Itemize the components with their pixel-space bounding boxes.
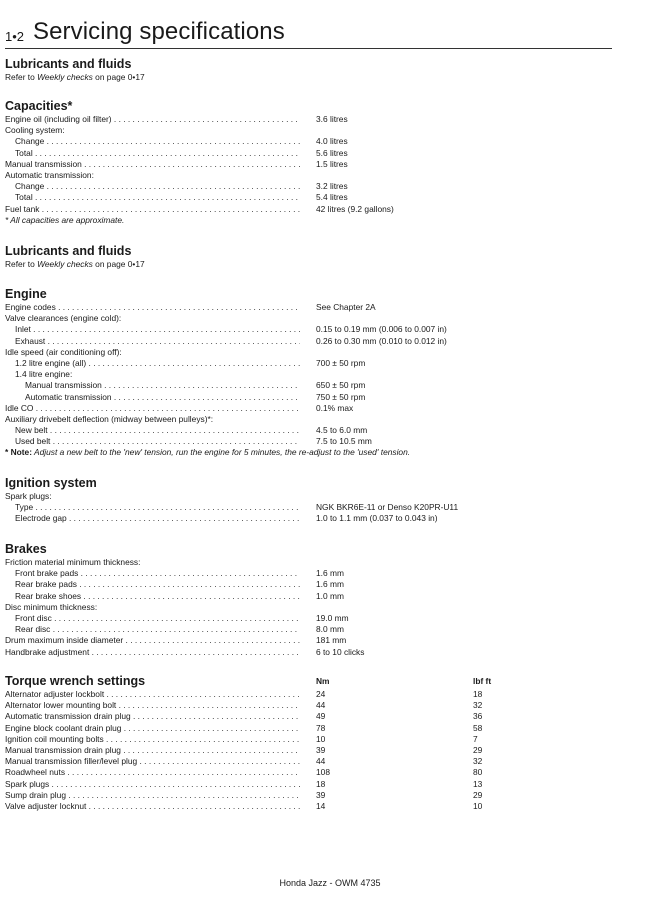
spec-row: New belt . . . 4.5 to 6.0 mm <box>5 425 605 436</box>
page-footer: Honda Jazz - OWM 4735 <box>279 878 381 888</box>
spec-row: Front brake pads . . . 1.6 mm <box>5 568 605 579</box>
section-title: Ignition system <box>5 476 97 490</box>
spec-row: Disc minimum thickness: <box>5 601 98 612</box>
torque-row: Alternator lower mounting bolt . . . 44 32 <box>5 700 605 711</box>
spec-row: Used belt . . . 7.5 to 10.5 mm <box>5 436 605 447</box>
spec-row: Rear brake pads . . . 1.6 mm <box>5 579 605 590</box>
spec-row: Friction material minimum thickness: <box>5 557 141 567</box>
spec-row: Valve clearances (engine cold): <box>5 313 122 324</box>
spec-row: Auxiliary drivebelt deflection (midway between pulleys)*: <box>5 413 214 424</box>
spec-row: Electrode gap . . . 1.0 to 1.1 mm (0.037 to 0.043 in) <box>5 513 605 524</box>
section-ignition <box>5 475 605 525</box>
column-header-lbf-ft: lbf ft <box>473 676 492 686</box>
section-title: Brakes <box>5 542 47 556</box>
spec-row: 1.4 litre engine: <box>15 369 73 380</box>
spec-row: Idle speed (air conditioning off): <box>5 346 122 357</box>
torque-row: Automatic transmission drain plug . . . 49 36 <box>5 711 605 722</box>
section-lubricants-2 <box>5 243 605 270</box>
spec-row: Spark plugs: <box>5 491 52 501</box>
engine-belt-note: * Note: Adjust a new belt to the 'new' tension, run the engine for 5 minutes, the re-adjust to the 'used' tension. <box>5 447 411 458</box>
spec-row: Change . . . 4.0 litres <box>5 136 605 147</box>
torque-row: Manual transmission filler/level plug . . . 44 32 <box>5 756 605 767</box>
torque-row: Spark plugs . . . 18 13 <box>5 779 605 790</box>
spec-row: Total . . . 5.4 litres <box>5 192 605 203</box>
torque-row: Roadwheel nuts . . . 108 80 <box>5 767 605 778</box>
spec-row: 1.2 litre engine (all) . . . 700 ± 50 rpm <box>5 358 605 369</box>
section-engine <box>5 286 605 458</box>
spec-row: Automatic transmission: <box>5 169 94 180</box>
refer-note: Refer to Weekly checks on page 0•17 <box>5 259 145 269</box>
spec-row: Idle CO . . . 0.1% max <box>5 403 605 414</box>
torque-row: Valve adjuster locknut . . . 14 10 <box>5 801 605 812</box>
section-title: Lubricants and fluids <box>5 57 132 71</box>
spec-row: Inlet . . . 0.15 to 0.19 mm (0.006 to 0.007 in) <box>5 324 605 335</box>
spec-row: Fuel tank . . . 42 litres (9.2 gallons) <box>5 204 605 215</box>
section-capacities <box>5 98 605 226</box>
torque-header-row <box>5 673 605 689</box>
capacities-footnote: * All capacities are approximate. <box>5 214 125 225</box>
spec-row: Rear brake shoes . . . 1.0 mm <box>5 591 605 602</box>
page-header <box>5 18 612 49</box>
spec-row: Engine codes . . . See Chapter 2A <box>5 302 605 313</box>
spec-row: Handbrake adjustment . . . 6 to 10 clicks <box>5 647 605 658</box>
torque-row: Manual transmission drain plug . . . 39 29 <box>5 745 605 756</box>
section-brakes <box>5 541 605 658</box>
section-title: Capacities* <box>5 99 73 113</box>
spec-row: Manual transmission . . . 650 ± 50 rpm <box>5 380 605 391</box>
page-number: 1•2 <box>5 29 25 44</box>
section-title: Torque wrench settings <box>5 674 146 688</box>
spec-row: Automatic transmission . . . 750 ± 50 rpm <box>5 392 605 403</box>
spec-row: Drum maximum inside diameter . . . 181 mm <box>5 635 605 646</box>
column-header-nm: Nm <box>316 676 330 686</box>
refer-note: Refer to Weekly checks on page 0•17 <box>5 72 145 82</box>
section-title: Engine <box>5 287 47 301</box>
section-title: Lubricants and fluids <box>5 244 132 258</box>
spec-row: Rear disc . . . 8.0 mm <box>5 624 605 635</box>
section-torque <box>5 673 605 812</box>
torque-row: Sump drain plug . . . 39 29 <box>5 790 605 801</box>
spec-row: Type . . . NGK BKR6E-11 or Denso K20PR-U11 <box>5 502 605 513</box>
section-lubricants-1 <box>5 56 605 83</box>
torque-row: Alternator adjuster lockbolt . . . 24 18 <box>5 689 605 700</box>
page-title: Servicing specifications <box>33 18 285 45</box>
spec-row: Engine oil (including oil filter) . . . 3.6 litres <box>5 114 605 125</box>
torque-row: Engine block coolant drain plug . . . 78 58 <box>5 723 605 734</box>
spec-row: Change . . . 3.2 litres <box>5 181 605 192</box>
spec-row: Manual transmission . . . 1.5 litres <box>5 159 605 170</box>
torque-row: Ignition coil mounting bolts . . . 10 7 <box>5 734 605 745</box>
spec-row: Total . . . 5.6 litres <box>5 148 605 159</box>
spec-row: Cooling system: <box>5 125 65 136</box>
spec-row: Front disc . . . 19.0 mm <box>5 613 605 624</box>
spec-row: Exhaust . . . 0.26 to 0.30 mm (0.010 to 0.012 in) <box>5 336 605 347</box>
